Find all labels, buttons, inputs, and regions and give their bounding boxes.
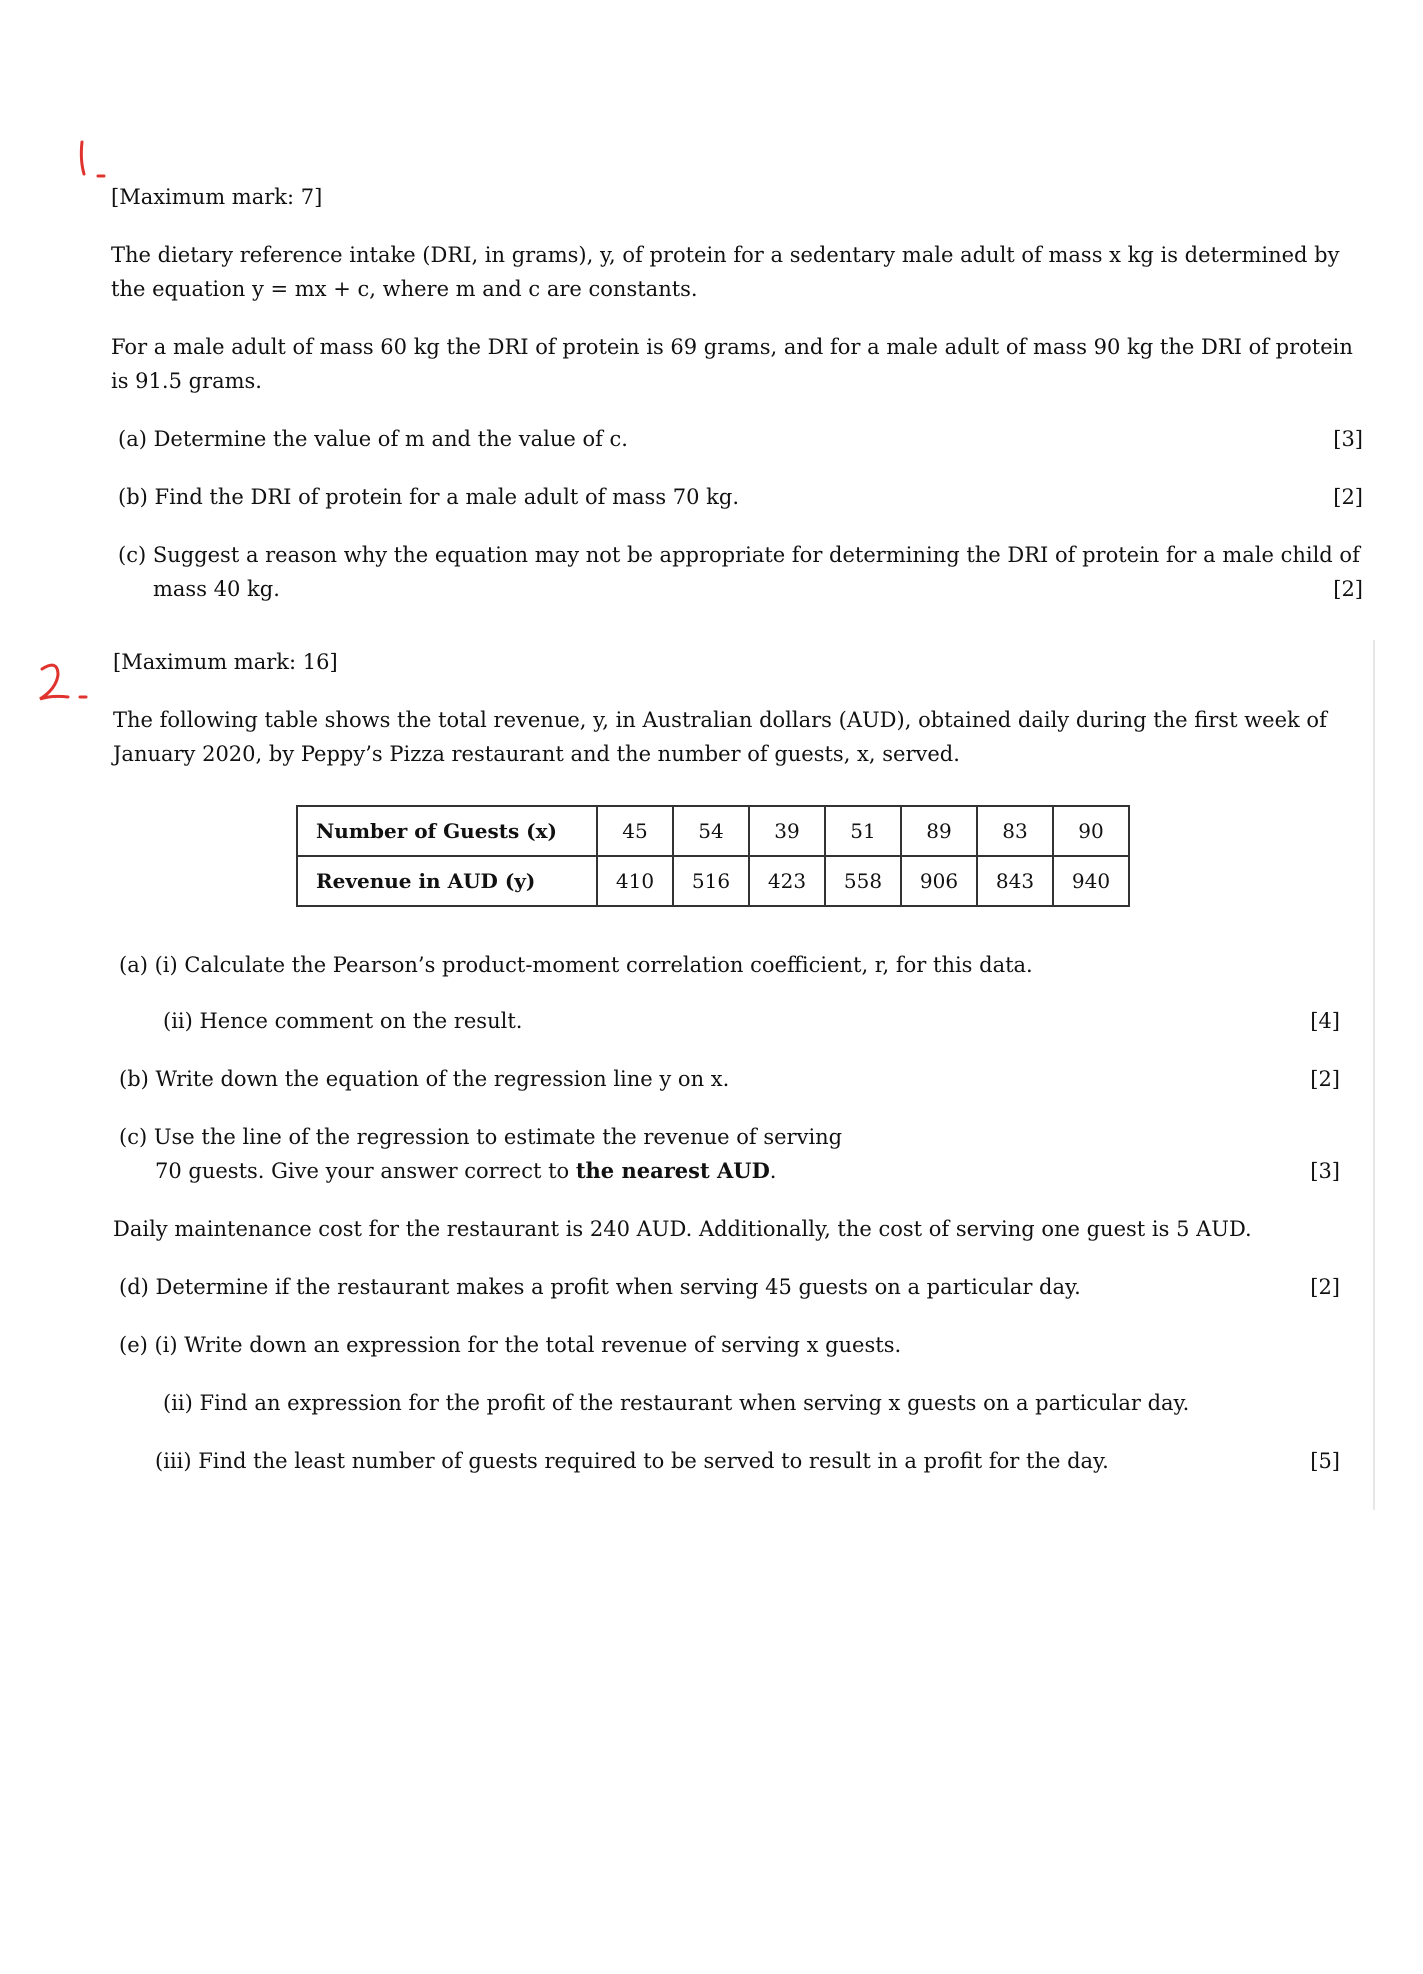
q2-part-b: (b) Write down the equation of the regression line y on x. — [119, 1067, 730, 1091]
q2-part-e-ii: (ii) Find an expression for the profit of the restaurant when serving x guests on a particular day. — [163, 1391, 1190, 1415]
table-cell: 54 — [673, 806, 749, 856]
table-cell: 45 — [597, 806, 673, 856]
table-cell: 410 — [597, 856, 673, 906]
page-divider — [1373, 640, 1375, 1510]
table-cell: 39 — [749, 806, 825, 856]
q2-part-e-iii: (iii) Find the least number of guests required to be served to result in a profit for the day. — [155, 1449, 1109, 1473]
q2-part-c-emphasis: the nearest AUD — [575, 1158, 770, 1183]
q1-intro-line1: The dietary reference intake (DRI, in grams), y, of protein for a sedentary male adult of mass x kg is determined by — [111, 243, 1340, 267]
q2-part-c-line1: (c) Use the line of the regression to estimate the revenue of serving — [119, 1125, 843, 1149]
q2-part-b-mark: [2] — [1310, 1067, 1340, 1091]
q1-part-c-line2: mass 40 kg. — [153, 577, 280, 601]
q2-maintenance-text: Daily maintenance cost for the restaurant is 240 AUD. Additionally, the cost of serving one guest is 5 AUD. — [113, 1217, 1252, 1241]
q2-part-c-text: 70 guests. Give your answer correct to — [155, 1159, 576, 1183]
q1-max-mark: [Maximum mark: 7] — [111, 185, 323, 209]
table-row-label: Number of Guests (x) — [297, 806, 597, 856]
q2-part-e-i: (e) (i) Write down an expression for the total revenue of serving x guests. — [119, 1333, 902, 1357]
q2-part-e-mark: [5] — [1310, 1449, 1340, 1473]
table-row-label: Revenue in AUD (y) — [297, 856, 597, 906]
table-cell: 51 — [825, 806, 901, 856]
table-cell: 89 — [901, 806, 977, 856]
q1-part-c-mark: [2] — [1333, 577, 1363, 601]
table-row-revenue — [297, 856, 1129, 906]
q2-max-mark: [Maximum mark: 16] — [113, 650, 338, 674]
q1-data-line2: is 91.5 grams. — [111, 369, 262, 393]
q1-part-b: (b) Find the DRI of protein for a male adult of mass 70 kg. — [118, 485, 740, 509]
q1-part-a-mark: [3] — [1333, 427, 1363, 451]
table-cell: 423 — [749, 856, 825, 906]
handwritten-number-2 — [28, 655, 98, 715]
q2-part-d-mark: [2] — [1310, 1275, 1340, 1299]
q1-part-b-mark: [2] — [1333, 485, 1363, 509]
q2-part-a-mark: [4] — [1310, 1009, 1340, 1033]
table-cell: 90 — [1053, 806, 1129, 856]
q2-part-c-period: . — [769, 1159, 777, 1183]
table-cell: 843 — [977, 856, 1053, 906]
table-cell: 906 — [901, 856, 977, 906]
q2-intro-line2: January 2020, by Peppy’s Pizza restaurant and the number of guests, x, served. — [113, 742, 960, 766]
q2-part-a-i: (a) (i) Calculate the Pearson’s product-moment correlation coefficient, r, for this data. — [119, 953, 1033, 977]
guests-revenue-table — [296, 805, 1130, 907]
table-cell: 516 — [673, 856, 749, 906]
q2-part-d: (d) Determine if the restaurant makes a profit when serving 45 guests on a particular day. — [119, 1275, 1081, 1299]
q2-intro-line1: The following table shows the total revenue, y, in Australian dollars (AUD), obtained daily during the first week of — [113, 708, 1327, 732]
q1-part-c-line1: (c) Suggest a reason why the equation may not be appropriate for determining the DRI of protein for a male child of — [118, 543, 1360, 567]
table-row-guests — [297, 806, 1129, 856]
table-cell: 83 — [977, 806, 1053, 856]
table-cell: 940 — [1053, 856, 1129, 906]
q1-data-line1: For a male adult of mass 60 kg the DRI of protein is 69 grams, and for a male adult of mass 90 kg the DRI of protein — [111, 335, 1353, 359]
q2-part-c-line2 — [155, 1154, 776, 1188]
q1-intro-line2: the equation y = mx + c, where m and c are constants. — [111, 277, 698, 301]
q1-part-a: (a) Determine the value of m and the value of c. — [118, 427, 628, 451]
q2-part-a-ii: (ii) Hence comment on the result. — [163, 1009, 523, 1033]
q2-part-c-mark: [3] — [1310, 1159, 1340, 1183]
table-cell: 558 — [825, 856, 901, 906]
